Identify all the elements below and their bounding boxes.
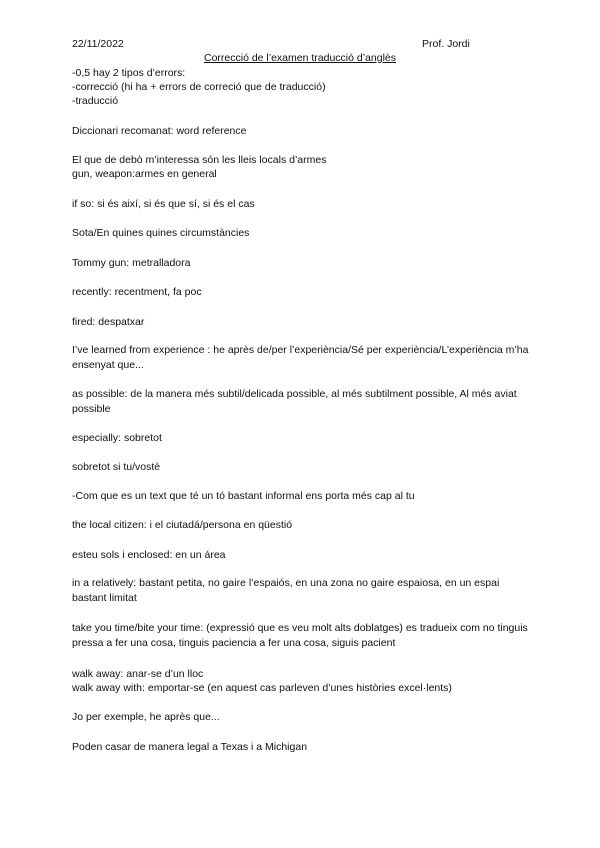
note-line: -traducció [72,95,119,107]
note-line: Poden casar de manera legal a Texas i a Michigan [72,741,308,753]
note-line: the local citizen: i el ciutadá/persona en qüestió [72,519,293,531]
note-line: if so: si és així, si és que sí, si és el cas [72,198,255,210]
note-line: El que de debò m’interessa són les lleis locals d’armes [72,154,327,166]
note-line: Diccionari recomanat: word reference [72,125,247,137]
note-paragraph: in a relatively: bastant petita, no gaire l’espaiós, en una zona no gaire espaiosa, en un espai bastant limitat [72,577,500,604]
note-line: -correcció (hi ha + errors de correció que de traducció) [72,81,326,93]
note-line: walk away: anar-se d’un lloc [72,668,204,680]
note-paragraph: take you time/bite your time: (expressió que es veu molt alts doblatges) es tradueix com no tinguis pressa a fer una cosa, tinguis paciencia a fer una cosa, siguis pacient [72,622,528,649]
document-date: 22/11/2022 [72,38,124,50]
note-line: gun, weapon:armes en general [72,168,217,180]
note-line: Tommy gun: metralladora [72,257,191,269]
note-line: Sota/En quines quines circumstàncies [72,227,250,239]
document-author: Prof. Jordi [422,38,470,50]
note-paragraph: I’ve learned from experience : he après de/per l’experiència/Sé per experiència/L’experiència m’ha ensenyat que... [72,344,529,371]
note-line: esteu sols i enclosed: en un área [72,549,226,561]
note-line: sobretot si tu/vostè [72,461,161,473]
note-line: -0,5 hay 2 tipos d’errors: [72,67,186,79]
document-title: Correcció de l’examen traducció d’anglès [203,52,396,64]
note-line: -Com que es un text que té un tó bastant informal ens porta més cap al tu [72,490,415,502]
note-line: Jo per exemple, he après que... [72,711,220,723]
note-line: walk away with: emportar-se (en aquest cas parleven d’unes històries excel·lents) [72,682,452,694]
note-line: recently: recentment, fa poc [72,286,202,298]
note-line: especially: sobretot [72,432,162,444]
note-paragraph: as possible: de la manera més subtil/delicada possible, al més subtilment possible, Al més aviat possible [72,388,517,415]
note-line: fired: despatxar [72,316,145,328]
